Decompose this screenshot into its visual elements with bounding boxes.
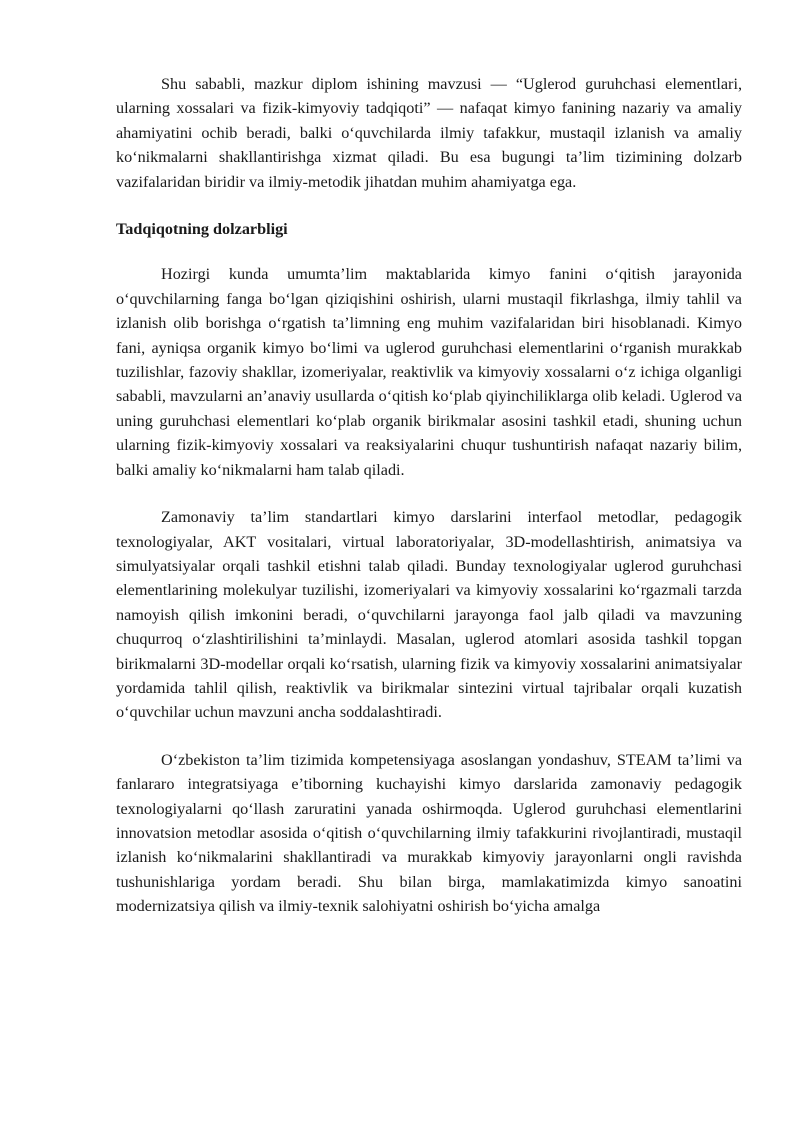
paragraph-standards: Zamonaviy ta’lim standartlari kimyo darslarini interfaol metodlar, pedagogik texnologiyalar, AKT vositalari, virtual laboratoriyalar, 3D-modellashtirish, animatsiya va simulyatsiyalar orqali tashkil etishni talab qiladi. Bunday texnologiyalar uglerod guruhchasi elementlarining molekulyar tuzilishi, izomeriyalari va kimyoviy xossalarini ko‘rgazmali tarzda namoyish qilish imkonini beradi, o‘quvchilarni jarayonga faol jalb qiladi va mavzuning chuqurroq o‘zlashtirilishini ta’minlaydi. Masalan, uglerod atomlari asosida tashkil topgan birikmalarni 3D-modellar orqali ko‘rsatish, ularning fizik va kimyoviy xossalarini animatsiyalar yordamida tahlil qilish, reaktivlik va birikmalar sintezini virtual tajribalar orqali kuzatish o‘quvchilar uchun mavzuni ancha soddalashtiradi.	[116, 508, 742, 722]
document-page	[116, 72, 742, 919]
paragraph-intro: Shu sababli, mazkur diplom ishining mavzusi — “Uglerod guruhchasi elementlari, ularning xossalari va fizik-kimyoviy tadqiqoti” — nafaqat kimyo fanining nazariy va amaliy ahamiyatini ochib beradi, balki o‘quvchilarda ilmiy tafakkur, mustaqil izlanish va amaliy ko‘nikmalarni shakllantirishga xizmat qiladi. Bu esa bugungi ta’lim tizimining dolzarb vazifalaridan biridir va ilmiy-metodik jihatdan muhim ahamiyatga ega.	[116, 75, 742, 191]
paragraph-relevance: Hozirgi kunda umumta’lim maktablarida kimyo fanini o‘qitish jarayonida o‘quvchilarning fanga bo‘lgan qiziqishini oshirish, ularni mustaqil fikrlashga, ilmiy tahlil va izlanish olib borishga o‘rgatish ta’limning eng muhim vazifalaridan biri hisoblanadi. Kimyo fani, ayniqsa organik kimyo bo‘limi va uglerod guruhchasi elementlarini o‘rganish murakkab tuzilishlar, fazoviy shakllar, izomeriyalar, reaktivlik va kimyoviy xossalarni o‘z ichiga olganligi sababli, mavzularni an’anaviy usullarda o‘qitish ko‘plab qiyinchiliklarga olib keladi. Uglerod va uning guruhchasi elementlari ko‘plab organik birikmalar asosini tashkil etadi, shuning uchun ularning fizik-kimyoviy xossalari va reaksiyalarini chuqur tushuntirish nafaqat nazariy bilim, balki amaliy ko‘nikmalarni ham talab qiladi.	[116, 265, 742, 479]
section-heading: Tadqiqotning dolzarbligi	[116, 220, 288, 239]
paragraph-uzbekistan: O‘zbekiston ta’lim tizimida kompetensiyaga asoslangan yondashuv, STEAM ta’limi va fanlararo integratsiyaga e’tiborning kuchayishi kimyo darslarida zamonaviy pedagogik texnologiyalarni qo‘llash zaruratini yanada oshirmoqda. Uglerod guruhchasi elementlarini innovatsion metodlar asosida o‘qitish o‘quvchilarning ilmiy tafakkurini rivojlantiradi, mustaqil izlanish ko‘nikmalarini shakllantiradi va murakkab kimyoviy jarayonlarni ongli ravishda tushunishlariga yordam beradi. Shu bilan birga, mamlakatimizda kimyo sanoatini modernizatsiya qilish va ilmiy-texnik salohiyatni oshirish bo‘yicha amalga	[116, 750, 742, 916]
